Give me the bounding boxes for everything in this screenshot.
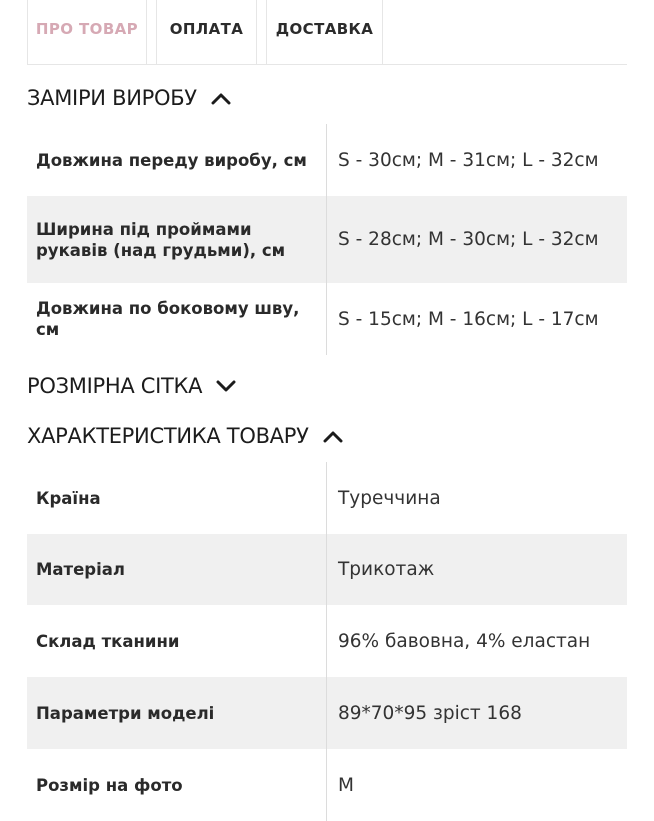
chevron-up-icon xyxy=(211,91,231,105)
row-label: Країна xyxy=(27,462,327,534)
row-value: M xyxy=(338,774,354,796)
row-label: Довжина переду виробу, см xyxy=(27,124,327,196)
characteristics-toggle[interactable] xyxy=(27,424,343,448)
tab-spacer xyxy=(147,0,157,64)
characteristics-table xyxy=(27,462,627,821)
measurements-toggle[interactable] xyxy=(27,86,231,110)
row-value: Туреччина xyxy=(338,487,441,509)
characteristics-title: ХАРАКТЕРИСТИКА ТОВАРУ xyxy=(27,424,309,448)
chevron-up-icon xyxy=(323,429,343,443)
table-row xyxy=(27,749,627,821)
size-chart-toggle[interactable] xyxy=(27,374,236,398)
row-value: Трикотаж xyxy=(338,559,435,580)
size-chart-title: РОЗМІРНА СІТКА xyxy=(27,374,203,398)
chevron-down-icon xyxy=(216,379,236,393)
row-label: Матеріал xyxy=(27,534,327,605)
measurements-title: ЗАМІРИ ВИРОБУ xyxy=(27,86,197,110)
table-row xyxy=(27,124,627,196)
tab-about-product[interactable]: ПРО ТОВАР xyxy=(27,0,147,64)
row-label: Розмір на фото xyxy=(27,749,327,821)
product-tabs xyxy=(27,0,627,65)
row-label: Довжина по боковому шву, см xyxy=(27,283,327,355)
row-value: S - 30см; M - 31см; L - 32см xyxy=(338,149,599,171)
table-row xyxy=(27,677,627,749)
row-value: S - 15см; M - 16см; L - 17см xyxy=(338,308,599,330)
row-value: S - 28см; M - 30см; L - 32см xyxy=(338,229,599,250)
row-label: Параметри моделі xyxy=(27,677,327,749)
row-label: Склад тканини xyxy=(27,605,327,677)
tab-delivery[interactable]: ДОСТАВКА xyxy=(267,0,383,64)
tab-spacer xyxy=(257,0,267,64)
table-row xyxy=(27,534,627,605)
row-value: 89*70*95 зріст 168 xyxy=(338,702,522,724)
tab-payment[interactable]: ОПЛАТА xyxy=(157,0,257,64)
table-row xyxy=(27,605,627,677)
row-value: 96% бавовна, 4% еластан xyxy=(338,630,591,652)
table-row xyxy=(27,283,627,355)
table-row xyxy=(27,462,627,534)
table-row xyxy=(27,196,627,283)
row-label: Ширина під проймами рукавів (над грудьми), см xyxy=(27,196,327,283)
measurements-table xyxy=(27,124,627,355)
